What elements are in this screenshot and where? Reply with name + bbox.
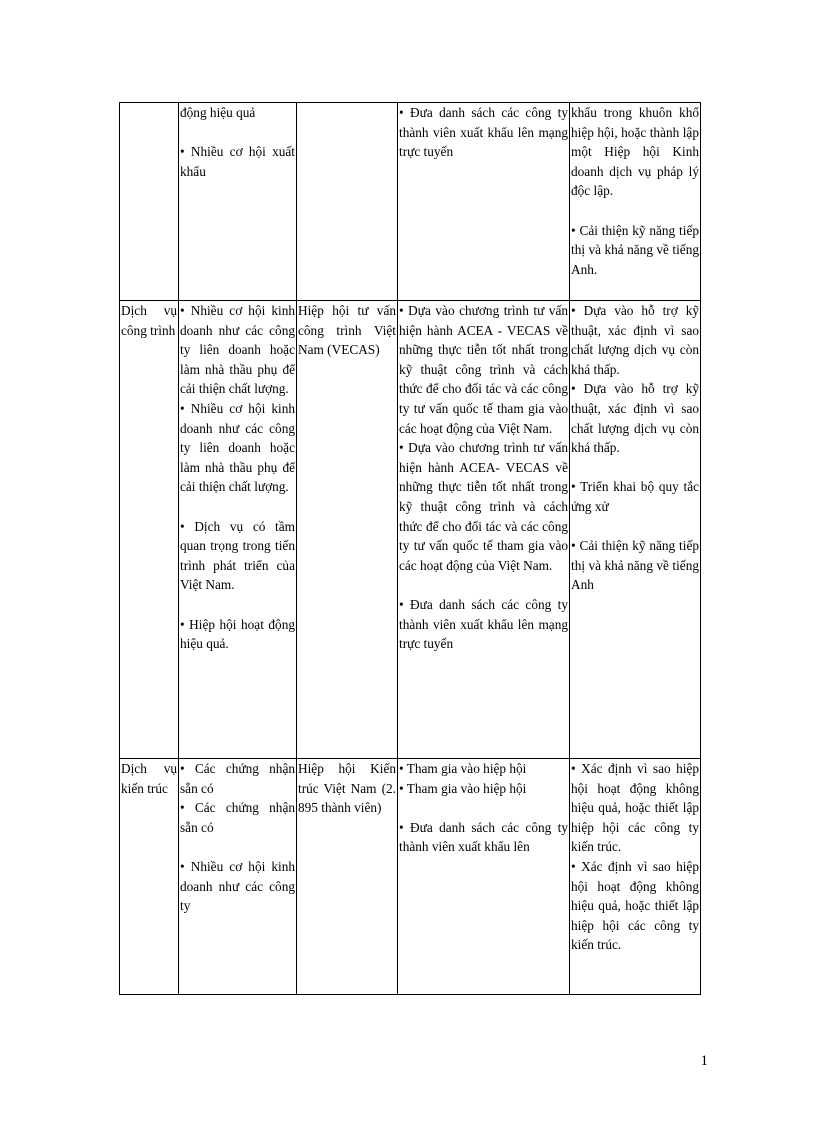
benefits-cell: [179, 301, 297, 759]
paragraph-spacer: [571, 458, 699, 478]
paragraph-spacer: [399, 575, 568, 595]
cell-paragraph: • Đưa danh sách các công ty thành viên xuất khẩu lên mạng trực tuyến: [399, 105, 568, 160]
activities-cell: [398, 301, 570, 759]
activities-cell: [398, 103, 570, 301]
cell-paragraph: • Cải thiện kỹ năng tiếp thị và khả năng về tiếng Anh: [571, 538, 699, 593]
cell-paragraph: • Nhiều cơ hội kinh doanh như các công ty liên doanh hoặc làm nhà thầu phụ để cải thiện chất lượng.: [180, 400, 295, 495]
cell-paragraph: • Dựa vào chương trình tư vấn hiện hành ACEA - VECAS về những thực tiễn tốt nhất trong kỹ thuật công trình và cách thức để cho đối tác và các công ty tư vấn quốc tế tham gia vào các hoạt động của Việt Nam.: [399, 303, 568, 436]
cell-paragraph: • Các chứng nhận sẵn có: [180, 800, 295, 835]
cell-paragraph: • Xác định vì sao hiệp hội hoạt động không hiệu quả, hoặc thiết lập hiệp hội các công ty kiến trúc.: [571, 858, 699, 953]
cell-paragraph: • Hiệp hội hoạt động hiệu quả.: [180, 616, 295, 652]
table-row: [120, 759, 701, 995]
cell-paragraph: Dịch vụ kiến trúc: [121, 761, 177, 796]
organization-cell: [297, 103, 398, 301]
cell-paragraph: • Dựa vào hỗ trợ kỹ thuật, xác định vì sao chất lượng dịch vụ còn khá thấp.: [571, 381, 699, 456]
sector-cell: [120, 759, 179, 995]
paragraph-spacer: [180, 837, 295, 857]
paragraph-spacer: [399, 798, 568, 818]
cell-paragraph: • Tham gia vào hiệp hội: [399, 761, 527, 776]
benefits-cell: [179, 103, 297, 301]
cell-paragraph: Dịch vụ công trình: [121, 303, 177, 338]
services-table: [119, 102, 701, 995]
cell-paragraph: Hiệp hội tư vấn công trình Việt Nam (VECAS): [298, 303, 396, 358]
cell-paragraph: • Đưa danh sách các công ty thành viên xuất khẩu lên: [399, 819, 568, 855]
activities-cell: [398, 759, 570, 995]
sector-cell: [120, 301, 179, 759]
cell-paragraph: • Tham gia vào hiệp hội: [399, 780, 527, 796]
needs-cell: [570, 301, 701, 759]
cell-paragraph: • Dựa vào chương trình tư vấn hiện hành ACEA- VECAS về những thực tiễn tốt nhất trong kỹ thuật công trình và cách thức để cho đối tác và các công ty tư vấn quốc tế tham gia vào các hoạt động của Việt Nam.: [399, 440, 568, 573]
organization-cell: [297, 759, 398, 995]
paragraph-spacer: [180, 595, 295, 615]
cell-paragraph: Hiệp hội Kiến trúc Việt Nam (2. 895 thành viên): [298, 761, 396, 816]
cell-paragraph: • Triển khai bộ quy tắc ứng xử: [571, 479, 699, 514]
cell-paragraph: • Các chứng nhận sẵn có: [180, 761, 295, 796]
sector-cell: [120, 103, 179, 301]
cell-paragraph: • Dịch vụ có tầm quan trọng trong tiến trình phát triển của Việt Nam.: [180, 518, 295, 593]
page-number: 1: [700, 1053, 708, 1069]
paragraph-spacer: [571, 201, 699, 221]
cell-paragraph: • Nhiều cơ hội kinh doanh như các công ty liên doanh hoặc làm nhà thầu phụ để cải thiện chất lượng.: [180, 303, 295, 397]
cell-paragraph: khẩu trong khuôn khổ hiệp hội, hoặc thành lập một Hiệp hội Kinh doanh dịch vụ pháp lý độc lập.: [571, 105, 699, 199]
table-row: [120, 103, 701, 301]
cell-paragraph: • Đưa danh sách các công ty thành viên xuất khẩu lên mạng trực tuyến: [399, 596, 568, 652]
cell-paragraph: • Dựa vào hỗ trợ kỹ thuật, xác định vì sao chất lượng dịch vụ còn khá thấp.: [571, 303, 699, 377]
needs-cell: [570, 759, 701, 995]
paragraph-spacer: [571, 517, 699, 537]
table-row: [120, 301, 701, 759]
cell-paragraph: • Cải thiện kỹ năng tiếp thị và khả năng về tiếng Anh.: [571, 222, 699, 277]
cell-paragraph: • Nhiều cơ hội kinh doanh như các công ty: [180, 858, 295, 914]
benefits-cell: [179, 759, 297, 995]
paragraph-spacer: [180, 497, 295, 517]
cell-paragraph: • Nhiều cơ hội xuất khẩu: [180, 144, 295, 179]
organization-cell: [297, 301, 398, 759]
paragraph-spacer: [180, 123, 295, 143]
cell-paragraph: động hiệu quả: [180, 105, 256, 120]
cell-paragraph: • Xác định vì sao hiệp hội hoạt động không hiệu quả, hoặc thiết lập hiệp hội các công ty kiến trúc.: [571, 761, 699, 855]
needs-cell: [570, 103, 701, 301]
